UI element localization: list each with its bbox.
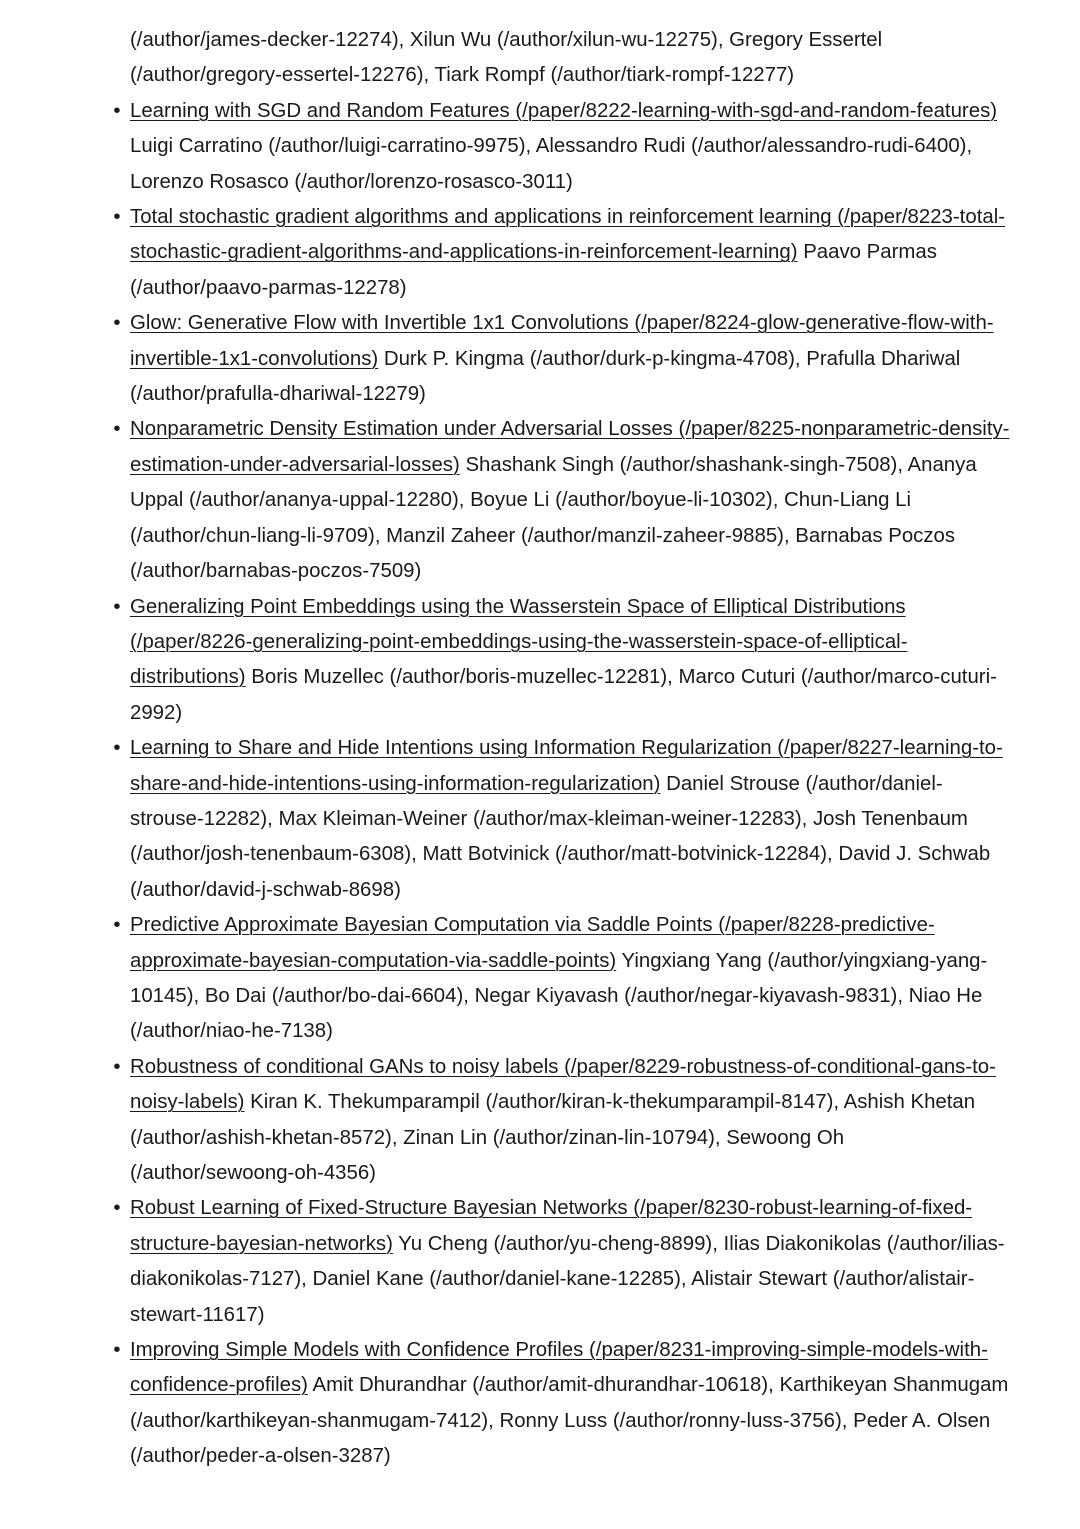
paper-authors: Boris Muzellec (/author/boris-muzellec-12281), Marco Cuturi (/author/marco-cuturi-2992) — [130, 666, 997, 724]
bullet-icon: • — [113, 418, 121, 441]
paper-title-link[interactable]: Total stochastic gradient algorithms and applications in reinforcement learning (/paper/8223-total-stochastic-gradient-algorithms-and-applications-in-reinforcement-learning) — [130, 206, 1006, 264]
paper-authors: Daniel Strouse (/author/daniel-strouse-12282), Max Kleiman-Weiner (/author/max-kleiman-weiner-12283), Josh Tenenbaum (/author/josh-tenenbaum-6308), Matt Botvinick (/author/matt-botvinick-12284), David J. Schwab (/author/david-j-schwab-8698) — [130, 772, 991, 901]
bullet-icon: • — [113, 1055, 121, 1078]
list-item — [113, 1333, 1012, 1475]
paper-authors: Yu Cheng (/author/yu-cheng-8899), Ilias Diakonikolas (/author/ilias-diakonikolas-7127), Daniel Kane (/author/daniel-kane-12285), Alistair Stewart (/author/alistair-stewart-11617) — [130, 1232, 1005, 1326]
paper-list — [113, 94, 1012, 1475]
paper-title-link[interactable]: Generalizing Point Embeddings using the Wasserstein Space of Elliptical Distributions (/paper/8226-generalizing-point-embeddings-using-the-wasserstein-space-of-elliptical-distributions) — [130, 595, 908, 689]
paper-authors: Amit Dhurandhar (/author/amit-dhurandhar-10618), Karthikeyan Shanmugam (/author/karthikeyan-shanmugam-7412), Ronny Luss (/author/ronny-luss-3756), Peder A. Olsen (/author/peder-a-olsen-3287) — [130, 1374, 1009, 1468]
list-item — [113, 412, 1012, 589]
paper-authors: Yingxiang Yang (/author/yingxiang-yang-10145), Bo Dai (/author/bo-dai-6604), Negar Kiyavash (/author/negar-kiyavash-9831), Niao He (/author/niao-he-7138) — [130, 949, 988, 1043]
paper-title-link[interactable]: Improving Simple Models with Confidence Profiles (/paper/8231-improving-simple-models-with-confidence-profiles) — [130, 1339, 988, 1397]
list-item — [113, 1191, 1012, 1333]
paper-title-link[interactable]: Robust Learning of Fixed-Structure Bayesian Networks (/paper/8230-robust-learning-of-fixed-structure-bayesian-networks) — [130, 1197, 973, 1255]
list-item — [113, 200, 1012, 306]
bullet-icon: • — [113, 206, 121, 229]
list-item — [113, 1050, 1012, 1192]
list-item — [113, 306, 1012, 412]
paper-title-link[interactable]: Nonparametric Density Estimation under Adversarial Losses (/paper/8225-nonparametric-density-estimation-under-adversarial-losses) — [130, 418, 1010, 476]
bullet-icon: • — [113, 737, 121, 760]
paper-title-link[interactable]: Predictive Approximate Bayesian Computation via Saddle Points (/paper/8228-predictive-approximate-bayesian-computation-via-saddle-points) — [130, 914, 935, 972]
paper-title-link[interactable]: Learning to Share and Hide Intentions using Information Regularization (/paper/8227-learning-to-share-and-hide-intentions-using-information-regularization) — [130, 737, 1003, 795]
paper-title-link[interactable]: Glow: Generative Flow with Invertible 1x1 Convolutions (/paper/8224-glow-generative-flow-with-invertible-1x1-convolutions) — [130, 312, 994, 370]
list-item — [113, 94, 1012, 200]
paper-authors: Paavo Parmas (/author/paavo-parmas-12278) — [130, 241, 937, 299]
bullet-icon: • — [113, 914, 121, 937]
paper-title-link[interactable]: Robustness of conditional GANs to noisy labels (/paper/8229-robustness-of-conditional-gans-to-noisy-labels) — [130, 1055, 996, 1114]
bullet-icon: • — [113, 1197, 121, 1220]
list-item — [113, 731, 1012, 908]
paper-title-link[interactable]: Learning with SGD and Random Features (/paper/8222-learning-with-sgd-and-random-features) — [130, 99, 998, 122]
paper-authors: Durk P. Kingma (/author/durk-p-kingma-4708), Prafulla Dhariwal (/author/prafulla-dhariwal-12279) — [130, 347, 961, 406]
bullet-icon: • — [113, 312, 121, 335]
paper-authors: Kiran K. Thekumparampil (/author/kiran-k-thekumparampil-8147), Ashish Khetan (/author/ashish-khetan-8572), Zinan Lin (/author/zinan-lin-10794), Sewoong Oh (/author/sewoong-oh-4356) — [130, 1091, 976, 1184]
list-item — [113, 590, 1012, 732]
paper-authors: Luigi Carratino (/author/luigi-carratino-9975), Alessandro Rudi (/author/alessandro-rudi-6400), Lorenzo Rosasco (/author/lorenzo-rosasco-3011) — [130, 135, 973, 193]
list-item — [113, 908, 1012, 1050]
bullet-icon: • — [113, 1339, 121, 1362]
paper-authors: Shashank Singh (/author/shashank-singh-7508), Ananya Uppal (/author/ananya-uppal-12280), Boyue Li (/author/boyue-li-10302), Chun-Liang Li (/author/chun-liang-li-9709), Manzil Zaheer (/author/manzil-zaheer-9885), Barnabas Poczos (/author/barnabas-poczos-7509) — [130, 453, 977, 583]
bullet-icon: • — [113, 595, 121, 618]
bullet-icon: • — [113, 99, 121, 122]
continued-author-list: (/author/james-decker-12274), Xilun Wu (/author/xilun-wu-12275), Gregory Essertel (/author/gregory-essertel-12276), Tiark Rompf (/author/tiark-rompf-12277) — [130, 29, 883, 87]
